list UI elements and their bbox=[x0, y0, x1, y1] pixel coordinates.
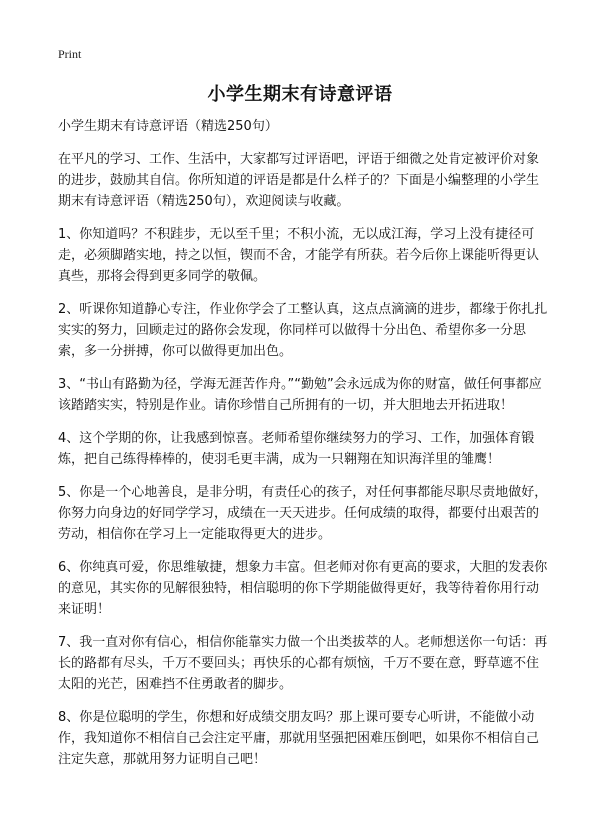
comment-paragraph-2: 2、听课你知道静心专注，作业你学会了工整认真，这点点滴滴的进步，都缘于你扎扎实实的努力，回顾走过的路你会发现，你同样可以做得十分出色、希望你多一分思索，多一分拼搏，你可以做得更加出色。 bbox=[58, 302, 548, 359]
comment-paragraph-3: 3、“书山有路勤为径，学海无涯苦作舟。”“勤勉”会永远成为你的财富，做任何事都应该踏踏实实，特别是作业。请你珍惜自己所拥有的一切，并大胆地去开拓进取！ bbox=[58, 377, 542, 413]
comment-paragraph-5: 5、你是一个心地善良，是非分明，有责任心的孩子，对任何事都能尽职尽责地做好，你努力向身边的好同学学习，成绩在一天天进步。任何成绩的取得，都要付出艰苦的劳动，相信你在学习上一定能取得更大的进步。 bbox=[58, 485, 548, 542]
article-subtitle: 小学生期末有诗意评语（精选250句） bbox=[58, 119, 278, 134]
intro-paragraph: 在平凡的学习、工作、生活中，大家都写过评语吧，评语于细微之处肯定被评价对象的进步，鼓励其自信。你所知道的评语是都是什么样子的？下面是小编整理的小学生期末有诗意评语（精选250句），欢迎阅读与收藏。 bbox=[58, 152, 540, 209]
comment-paragraph-6: 6、你纯真可爱，你思维敏捷，想象力丰富。但老师对你有更高的要求，大胆的发表你的意见，其实你的见解很独特，相信聪明的你下学期能做得更好，我等待着你用行动来证明！ bbox=[58, 560, 548, 617]
comment-paragraph-4: 4、这个学期的你，让我感到惊喜。老师希望你继续努力的学习、工作，加强体育锻炼，把自己练得棒棒的，使羽毛更丰满，成为一只翱翔在知识海洋里的雏鹰！ bbox=[58, 431, 535, 467]
page-title: 小学生期末有诗意评语 bbox=[207, 84, 393, 105]
comment-paragraph-1: 1、你知道吗？不积跬步，无以至千里；不积小流，无以成江海，学习上没有捷径可走，必须脚踏实地，持之以恒，锲而不舍，才能学有所获。若今后你上课能听得更认真些，那将会得到更多同学的敬佩。 bbox=[58, 227, 540, 284]
comment-paragraph-7: 7、我一直对你有信心，相信你能靠实力做一个出类拔萃的人。老师想送你一句话：再长的路都有尽头，千万不要回头；再快乐的心都有烦恼，千万不要在意，野草遮不住太阳的光芒，困难挡不住勇敢者的脚步。 bbox=[58, 635, 548, 692]
comment-paragraph-8: 8、你是位聪明的学生，你想和好成绩交朋友吗？那上课可要专心听讲，不能做小动作，我知道你不相信自己会注定平庸，那就用坚强把困难压倒吧，如果你不相信自己注定失意，那就用努力证明自己吧！ bbox=[58, 710, 540, 767]
print-link[interactable]: Print bbox=[58, 47, 82, 61]
article-body bbox=[58, 116, 548, 782]
